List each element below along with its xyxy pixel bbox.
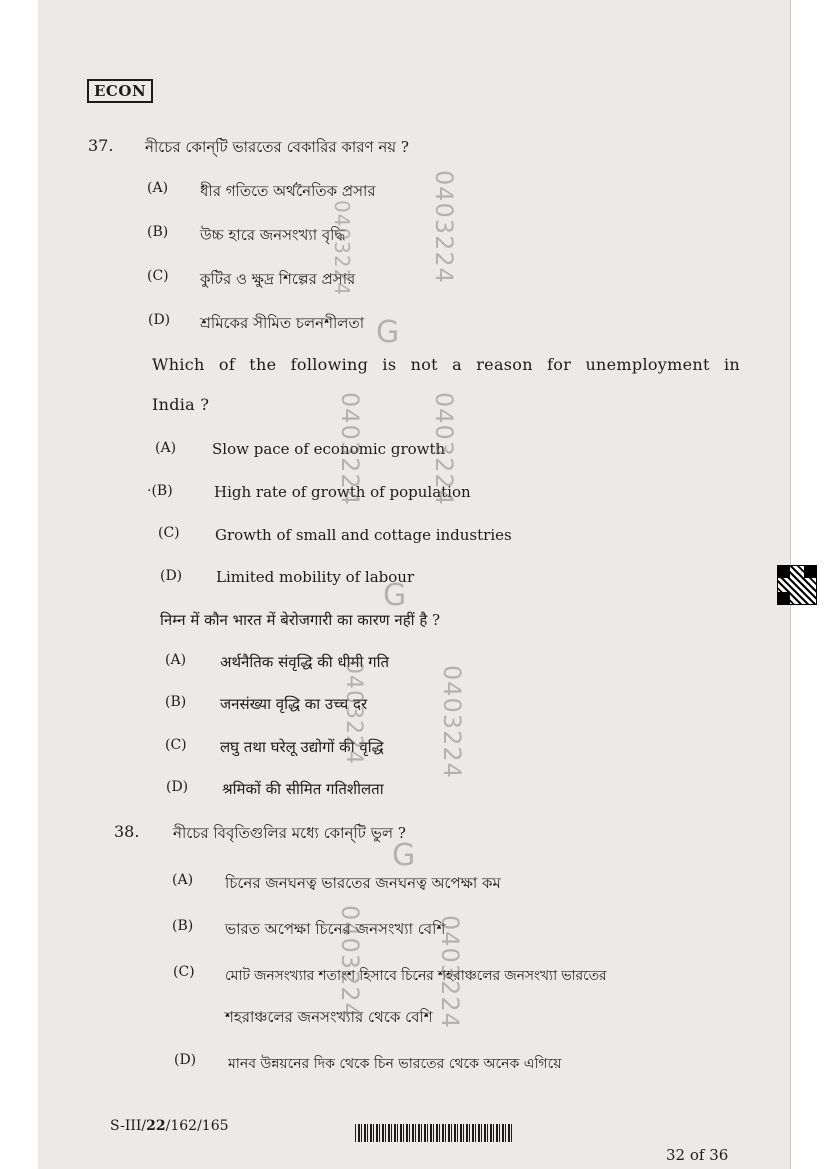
q38-option-label: (C) (173, 964, 195, 980)
watermark-letter: G (383, 578, 407, 613)
q37-hindi-question: निम्न में कौन भारत में बेरोजगारी का कारण नहीं है ? (160, 611, 441, 629)
watermark-letter: G (376, 315, 400, 350)
watermark-code: 0403224 (336, 905, 364, 1019)
q38-option-text: চিনের জনঘনত্ব ভারতের জনঘনত্ব অপেক্ষা কম (225, 874, 501, 892)
q38-option-label: (B) (172, 918, 194, 934)
q37-hi-option-label: (B) (165, 694, 187, 710)
subject-tag: ECON (87, 79, 153, 103)
watermark-code: 0403224 (438, 665, 466, 779)
page-number: 32 of 36 (666, 1146, 729, 1164)
q38-option-label: (D) (174, 1052, 197, 1068)
q37-en-option-label: (C) (158, 525, 180, 541)
watermark-code: 0403224 (430, 392, 458, 506)
q38-option-text: ভারত অপেক্ষা চিনের জনসংখ্যা বেশি (225, 920, 446, 938)
q37-hi-option-label: (C) (165, 737, 187, 753)
q38-question: নীচের বিবৃতিগুলির মধ্যে কোন্‌টি ভুল ? (173, 824, 406, 842)
q37-bn-option-text: শ্রমিকের সীমিত চলনশীলতা (200, 314, 365, 332)
paper-code: S-III/22/162/165 (110, 1118, 229, 1134)
q37-bn-option-label: (D) (148, 312, 171, 328)
watermark-letter: G (392, 838, 416, 873)
q38-option-text: মোট জনসংখ্যার শতাংশ হিসাবে চিনের শহরাঞ্চলের জনসংখ্যা ভারতের (225, 968, 607, 984)
q37-bn-option-text: কুটির ও ক্ষুদ্র শিল্পের প্রসার (200, 270, 356, 288)
q37-en-option-text: Limited mobility of labour (216, 568, 415, 586)
q37-english-question-line2: India ? (152, 395, 210, 414)
q37-hi-option-label: (A) (165, 652, 187, 668)
q37-bn-option-text: ধীর গতিতে অর্থনৈতিক প্রসার (200, 182, 376, 200)
q37-hi-option-text: लघु तथा घरेलू उद्योगों की वृद्धि (220, 738, 384, 756)
q37-bn-option-label: (A) (147, 180, 169, 196)
watermark-code: 0403224 (341, 660, 366, 765)
q37-en-option-label: (A) (155, 440, 177, 456)
qr-code (777, 565, 817, 605)
q37-bn-option-label: (B) (147, 224, 169, 240)
question-number-37: 37. (88, 136, 114, 155)
q37-bn-option-label: (C) (147, 268, 169, 284)
watermark-code: 0403224 (436, 915, 464, 1029)
q37-bengali-question: নীচের কোন্‌টি ভারতের বেকারির কারণ নয় ? (145, 138, 409, 156)
q37-en-option-text: Slow pace of economic growth (212, 440, 446, 458)
q38-option-label: (A) (172, 872, 194, 888)
question-number-38: 38. (114, 822, 140, 841)
q38-option-text: মানব উন্নয়নের দিক থেকে চিন ভারতের থেকে অনেক এগিয়ে (228, 1056, 562, 1072)
q38-option-text: শহরাঞ্চলের জনসংখ্যার থেকে বেশি (225, 1008, 433, 1026)
q37-english-question-line1: Which of the following is not a reason for unemployment in (152, 355, 740, 374)
q37-hi-option-text: अर्थनैतिक संवृद्धि की धीमी गति (220, 653, 389, 671)
q37-en-option-text: Growth of small and cottage industries (215, 526, 512, 544)
q37-hi-option-label: (D) (166, 779, 189, 795)
q37-en-option-text: High rate of growth of population (214, 483, 471, 501)
watermark-code: 0403224 (336, 392, 364, 506)
q37-bn-option-text: উচ্চ হারে জনসংখ্যা বৃদ্ধি (200, 226, 346, 244)
q37-en-option-label: (D) (160, 568, 183, 584)
q37-hi-option-text: श्रमिकों की सीमित गतिशीलता (222, 780, 384, 798)
q37-en-option-label: ·(B) (147, 483, 173, 499)
q37-hi-option-text: जनसंख्या वृद्धि का उच्च दर (220, 695, 368, 713)
watermark-code: 0403224 (330, 200, 354, 297)
barcode (355, 1124, 513, 1142)
watermark-code: 0403224 (430, 170, 458, 284)
